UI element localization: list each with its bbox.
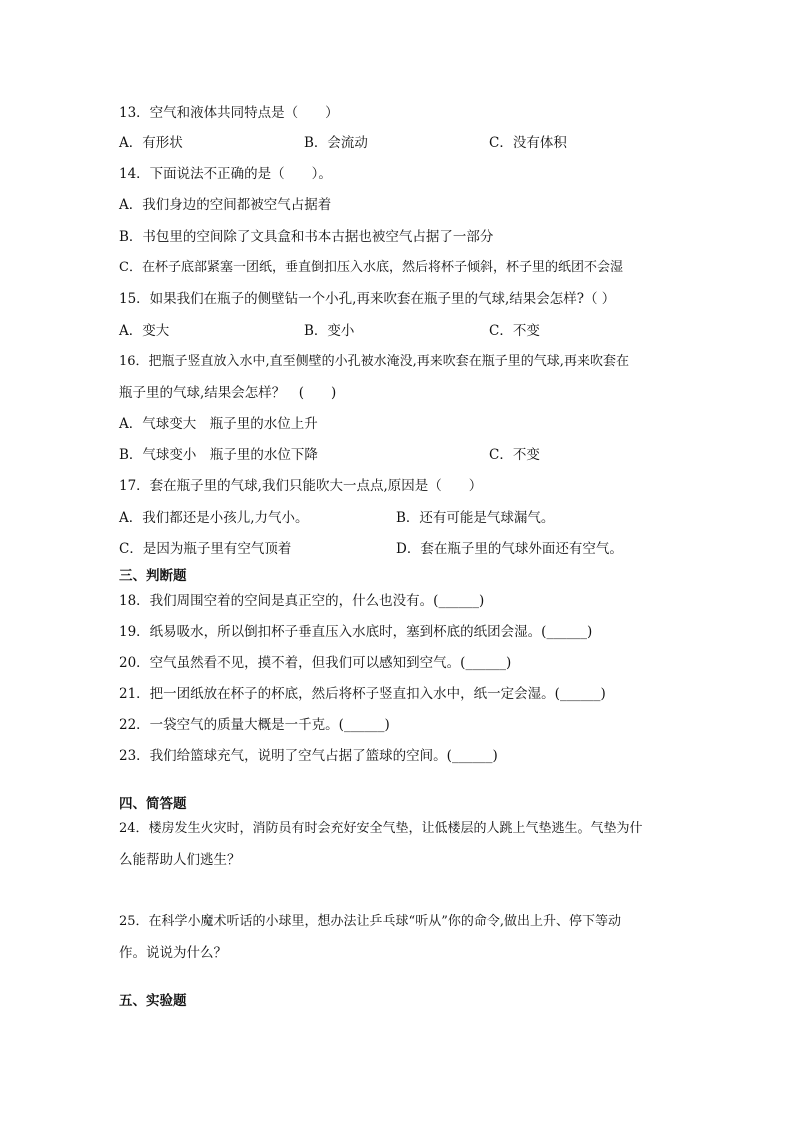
q24-line2: 么能帮助人们逃生？ xyxy=(119,852,241,868)
q15-option-a: A．变大 xyxy=(119,323,170,339)
q25-line1: 25．在科学小魔术听话的小球里，想办法让乒乓球“听从”你的命令,做出上升、停下等动 xyxy=(119,914,621,929)
q19-statement: 19．纸易吸水，所以倒扣杯子垂直压入水底时，塞到杯底的纸团会湿。(______) xyxy=(119,624,593,640)
q21-statement: 21．把一团纸放在杯子的杯底，然后将杯子竖直扣入水中，纸一定会湿。(______) xyxy=(119,686,606,702)
q14-option-c: C．在杯子底部紧塞一团纸，垂直倒扣压入水底，然后将杯子倾斜，杯子里的纸团不会湿 xyxy=(119,260,623,275)
q16-option-c: C．不变 xyxy=(489,447,540,463)
q13-option-b: B．会流动 xyxy=(304,135,368,151)
q15-stem: 15．如果我们在瓶子的侧壁钻一个小孔,再来吹套在瓶子里的气球,结果会怎样?（ ） xyxy=(119,291,616,307)
q18-statement: 18．我们周围空着的空间是真正空的，什么也没有。(______) xyxy=(119,593,485,609)
q15-option-b: B．变小 xyxy=(304,323,355,339)
q20-statement: 20．空气虽然看不见，摸不着，但我们可以感知到空气。(______) xyxy=(119,655,512,671)
q13-option-c: C．没有体积 xyxy=(489,135,567,151)
q14-stem: 14．下面说法不正确的是（ ）。 xyxy=(119,166,332,182)
q17-option-d: D．套在瓶子里的气球外面还有空气。 xyxy=(396,541,623,557)
q14-option-b: B．书包里的空间除了文具盒和书本古据也被空气占据了一部分 xyxy=(119,229,494,245)
q17-option-c: C．是因为瓶子里有空气顶着 xyxy=(119,541,292,557)
q17-option-a: A．我们都还是小孩儿,力气小。 xyxy=(119,510,309,526)
q22-statement: 22．一袋空气的质量大概是一千克。(______) xyxy=(119,717,390,733)
q16-option-a: A．气球变大 瓶子里的水位上升 xyxy=(119,416,318,432)
q16-stem-line2: 瓶子里的气球,结果会怎样？ ( ) xyxy=(119,385,337,401)
q13-option-a: A．有形状 xyxy=(119,135,183,151)
q17-stem: 17．套在瓶子里的气球,我们只能吹大一点点,原因是（ ） xyxy=(119,478,483,494)
q16-option-b: B．气球变小 瓶子里的水位下降 xyxy=(119,447,318,463)
q25-line2: 作。说说为什么？ xyxy=(119,945,227,961)
q14-option-a: A．我们身边的空间都被空气占据着 xyxy=(119,197,332,213)
q24-line1: 24．楼房发生火灾时，消防员有时会充好安全气垫，让低楼层的人跳上气垫逃生。气垫为什 xyxy=(119,821,643,836)
q13-stem: 13．空气和液体共同特点是（ ） xyxy=(119,105,339,121)
section-heading-short-answer: 四、简答题 xyxy=(119,796,187,812)
q16-stem-line1: 16．把瓶子竖直放入水中,直至侧壁的小孔被水淹没,再来吹套在瓶子里的气球,再来吹套在 xyxy=(119,354,629,369)
q17-option-b: B．还有可能是气球漏气。 xyxy=(396,510,555,526)
q15-option-c: C．不变 xyxy=(489,323,540,339)
section-heading-experiment: 五、实验题 xyxy=(119,993,187,1009)
q23-statement: 23．我们给篮球充气，说明了空气占据了篮球的空间。(______) xyxy=(119,748,498,764)
section-heading-judgement: 三、判断题 xyxy=(119,568,187,584)
